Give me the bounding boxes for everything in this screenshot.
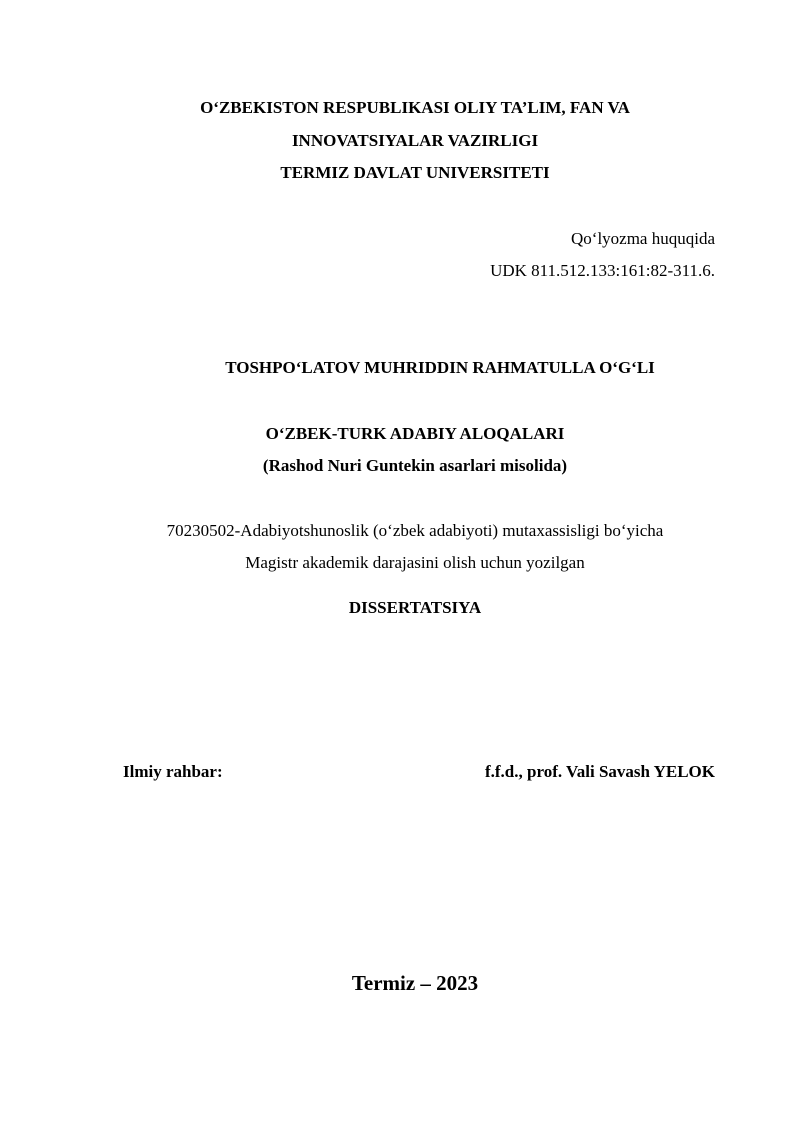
place-and-year: Termiz – 2023: [351, 971, 479, 995]
dissertation-title: O‘ZBEK-TURK ADABIY ALOQALARI: [265, 424, 565, 443]
document-type: DISSERTATSIYA: [348, 598, 482, 617]
university-name: TERMIZ DAVLAT UNIVERSITETI: [280, 163, 550, 182]
specialty-line: 70230502-Adabiyotshunoslik (o‘zbek adabiyoti) mutaxassisligi bo‘yicha: [166, 521, 664, 540]
degree-purpose-line: Magistr akademik darajasini olish uchun yozilgan: [245, 553, 585, 572]
author-name: TOSHPO‘LATOV MUHRIDDIN RAHMATULLA O‘G‘LI: [225, 358, 655, 377]
supervisor-name: f.f.d., prof. Vali Savash YELOK: [484, 762, 715, 781]
udk-code: UDK 811.512.133:161:82-311.6.: [490, 261, 715, 280]
supervisor-label: Ilmiy rahbar:: [123, 762, 223, 781]
dissertation-subtitle: (Rashod Nuri Guntekin asarlari misolida): [262, 456, 568, 475]
ministry-line-1: O‘ZBEKISTON RESPUBLIKASI OLIY TA’LIM, FAN VA: [200, 98, 630, 117]
ministry-line-2: INNOVATSIYALAR VAZIRLIGI: [291, 131, 539, 150]
manuscript-rights-note: Qo‘lyozma huquqida: [571, 229, 715, 248]
